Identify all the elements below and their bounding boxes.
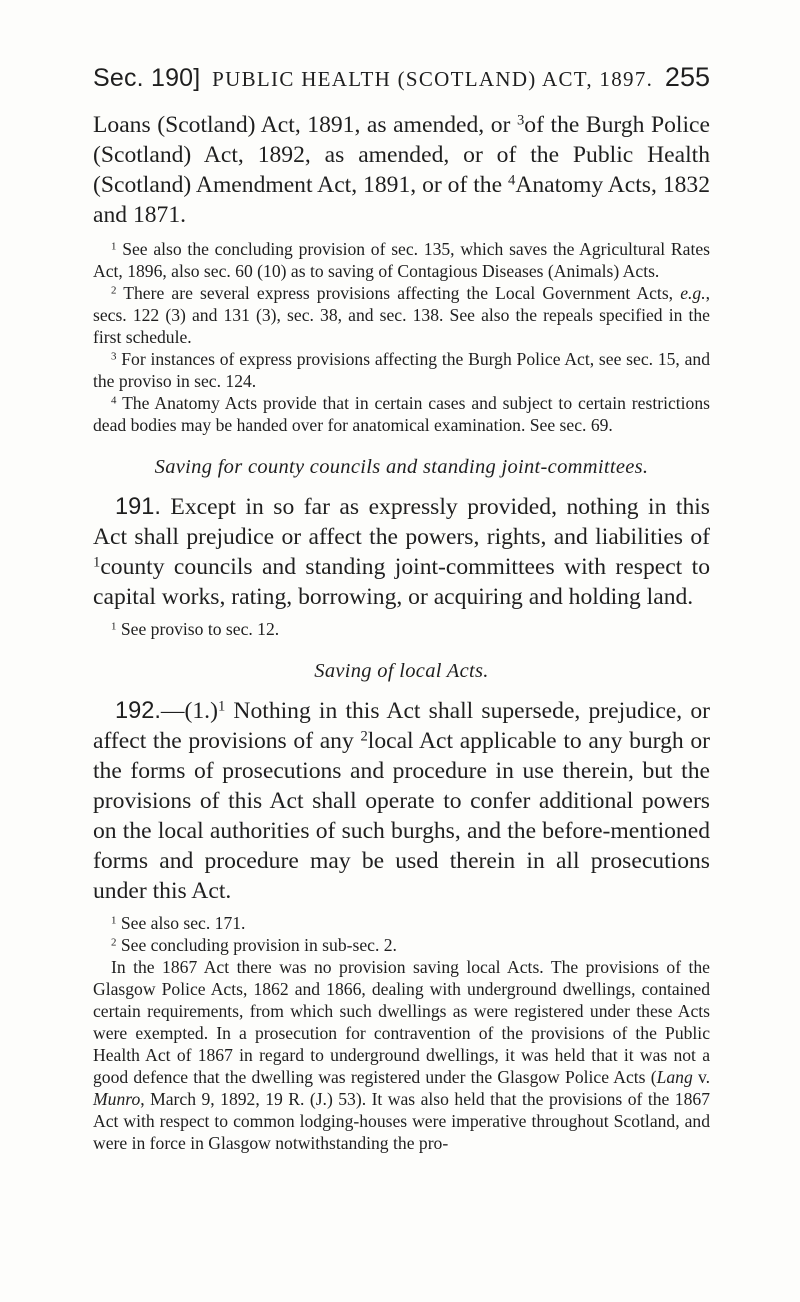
text: of the Burgh Police (Scotland) Act, 1892, as amended, or of the Public Health (Scotland) Amendment Act, 1891, or of the <box>93 112 710 198</box>
text: local Act applicable to any burgh or the forms of prosecutions and procedure in use therein, but the provisions of this Act shall operate to confer additional powers on the local authorities of such burghs, and the before-mentioned forms and procedure may be used therein in all prosecutions under this Act. <box>93 728 711 904</box>
page-number: 255 <box>664 62 710 92</box>
section-192-heading: Saving of local Acts. <box>314 660 489 682</box>
note-ref: 4 <box>508 172 516 189</box>
page-body <box>93 110 710 1154</box>
footnote-text: See concluding provision in sub-sec. 2. <box>120 935 397 955</box>
footnote <box>93 348 710 392</box>
header-section: Sec. 190] <box>93 64 201 92</box>
footnote <box>93 934 710 956</box>
footnote <box>93 282 710 348</box>
section-191-text <box>93 492 710 612</box>
continued-paragraph <box>93 110 710 230</box>
footnote-text: See also the concluding provision of sec. 135, which saves the Agricultural Rates Act, 1896, also sec. 60 (10) as to saving of Contagious Diseases (Animals) Acts. <box>93 239 710 281</box>
case-name: Lang <box>656 1067 693 1087</box>
text: Except in so far as expressly provided, nothing in this Act shall prejudice or affect the powers, rights, and liabilities of <box>93 494 710 550</box>
footnote <box>93 956 710 1154</box>
footnote-mark: 1 <box>111 914 117 927</box>
section-number: 192. <box>115 698 161 724</box>
footnote-text: In the 1867 Act there was no provision saving local Acts. The provisions of the Glasgow Police Acts, 1862 and 1866, dealing with underground dwellings, contained certain requirements, from which such dwellings as were registered under these Acts were exempted. In a prosecution for contravention of the provisions of the Public Health Act of 1867 in regard to underground dwellings, it was held that it was not a good defence that the dwelling was registered under the Glasgow Police Acts ( <box>93 957 710 1087</box>
text: Nothing in this Act shall supersede, prejudice, or affect the provisions of any <box>93 698 710 754</box>
footnote-mark: 2 <box>111 936 117 949</box>
footnote-mark: 1 <box>111 240 117 253</box>
footnote-text: , secs. 122 (3) and 131 (3), sec. 38, and sec. 138. See also the repeals specified in the first schedule. <box>93 283 710 347</box>
footnote-text: v. <box>692 1067 710 1087</box>
section-number: 191. <box>115 494 161 520</box>
footnote-text: , March 9, 1892, 19 R. (J.) 53). It was also held that the provisions of the 1867 Act with respect to common lodging-houses were imperative throughout Scotland, and were in force in Glasgow notwithstanding the pro- <box>93 1089 710 1153</box>
footnote-mark: 3 <box>111 350 117 363</box>
footnote <box>93 392 710 436</box>
case-name: Munro <box>93 1089 141 1109</box>
footnote-text: For instances of express provisions affecting the Burgh Police Act, see sec. 15, and the proviso in sec. 124. <box>93 349 710 391</box>
running-header <box>93 62 710 93</box>
footnote-text: See proviso to sec. 12. <box>120 619 280 639</box>
footnote <box>93 912 710 934</box>
footnote <box>93 618 710 640</box>
section-192-text <box>93 696 710 906</box>
text: Anatomy Acts, 1832 and 1871. <box>93 172 711 228</box>
footnote-text: The Anatomy Acts provide that in certain cases and subject to certain restrictions dead bodies may be handed over for anatomical examination. See sec. 69. <box>93 393 710 435</box>
footnote-text: See also sec. 171. <box>120 913 246 933</box>
note-ref: 3 <box>516 112 525 129</box>
section-191-heading: Saving for county councils and standing joint-committees. <box>154 456 649 478</box>
footnote-mark: 2 <box>111 284 117 297</box>
footnote-text: e.g. <box>680 283 706 303</box>
text: Loans (Scotland) Act, 1891, as amended, or <box>93 112 517 138</box>
footnote-mark: 4 <box>111 394 117 407</box>
header-title: PUBLIC HEALTH (SCOTLAND) ACT, 1897. <box>212 67 654 91</box>
footnote-mark: 1 <box>111 620 117 633</box>
text: —(1.) <box>160 698 218 724</box>
footnote <box>93 238 710 282</box>
note-ref: 1 <box>217 698 226 715</box>
note-ref: 2 <box>360 728 368 745</box>
footnote-text: There are several express provisions affecting the Local Government Acts, <box>123 283 681 303</box>
note-ref: 1 <box>93 554 101 571</box>
text: county councils and standing joint-committees with respect to capital works, rating, borrowing, or acquiring and holding land. <box>93 554 710 610</box>
